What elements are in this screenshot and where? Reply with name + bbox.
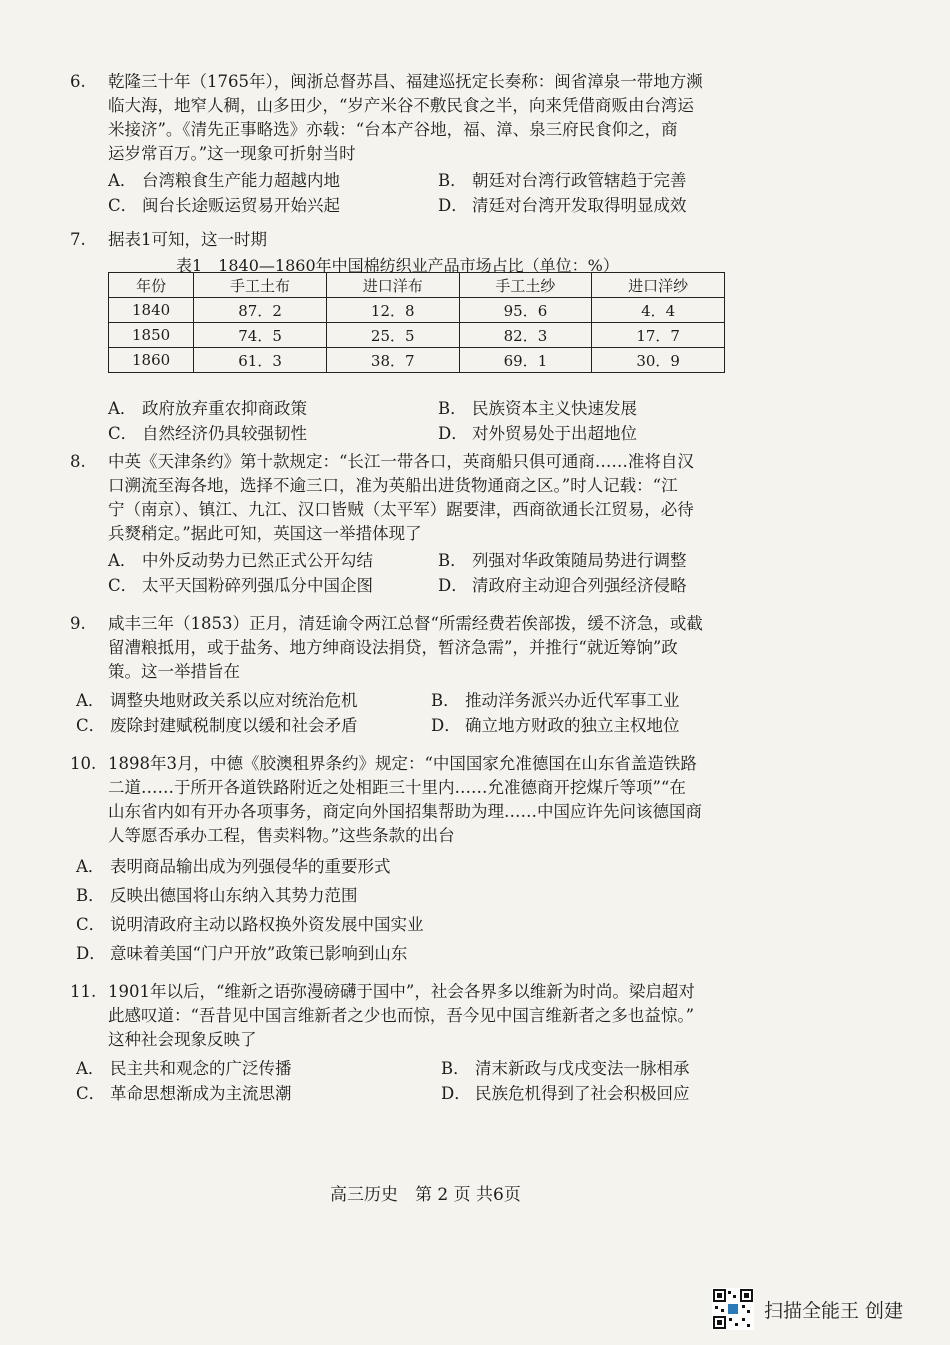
question-line: 山东省内如有开办各项事务，商定向外国招集帮助为理……中国应许先问该德国商	[108, 802, 702, 821]
data-table	[108, 272, 725, 373]
question-line: 米接济”。《清先正事略选》亦载：“台本产谷地，福、漳、泉三府民食仰之，商	[108, 120, 678, 139]
question-line: 临大海，地窄人稠，山多田少，“岁产米谷不敷民食之半，向来凭借商贩由台湾运	[108, 96, 694, 115]
table-cell: 4．4	[592, 298, 725, 323]
option-a[interactable]: A． 表明商品输出成为列强侵华的重要形式	[76, 857, 391, 876]
question-9	[70, 612, 770, 738]
table-cell: 30．9	[592, 348, 725, 373]
question-number: 8.	[70, 452, 86, 471]
question-number: 10.	[70, 754, 97, 773]
option-b[interactable]: B． 推动洋务派兴办近代军事工业	[431, 691, 680, 710]
question-6	[70, 70, 770, 218]
header-cell: 进口洋布	[326, 273, 459, 298]
table-cell: 1850	[109, 323, 194, 348]
table-cell: 1840	[109, 298, 194, 323]
option-b[interactable]: B． 反映出德国将山东纳入其势力范围	[76, 886, 358, 905]
option-d[interactable]: D． 对外贸易处于出超地位	[438, 424, 637, 443]
table-cell: 1860	[109, 348, 194, 373]
question-number: 7.	[70, 230, 86, 249]
table-cell: 69．1	[459, 348, 592, 373]
question-line: 宁（南京）、镇江、九江、汉口皆贼（太平军）踞要津，西商欲通长江贸易，必待	[108, 500, 694, 519]
option-d[interactable]: D． 意味着美国“门户开放”政策已影响到山东	[76, 944, 408, 963]
question-8	[70, 450, 770, 598]
option-d[interactable]: D． 民族危机得到了社会积极回应	[441, 1084, 690, 1103]
table-cell: 82．3	[459, 323, 592, 348]
question-line: 乾隆三十年（1765年），闽浙总督苏昌、福建巡抚定长奏称：闽省漳泉一带地方濒	[108, 72, 703, 91]
question-line: 此感叹道：“吾昔见中国言维新者之少也而惊，吾今见中国言维新者之多也益惊。”	[108, 1006, 695, 1025]
option-d[interactable]: D． 确立地方财政的独立主权地位	[431, 716, 680, 735]
question-line: 策。这一举措旨在	[108, 662, 240, 681]
table-cell: 87．2	[194, 298, 327, 323]
question-line: 1898年3月，中德《胶澳租界条约》规定：“中国国家允准德国在山东省盖造铁路	[108, 754, 697, 773]
option-a[interactable]: A． 民主共和观念的广泛传播	[76, 1059, 292, 1078]
question-line: 运岁常百万。”这一现象可折射当时	[108, 144, 356, 163]
option-b[interactable]: B． 清末新政与戊戌变法一脉相承	[441, 1059, 690, 1078]
option-a[interactable]: A． 中外反动势力已然正式公开勾结	[108, 551, 373, 570]
question-line: 留漕粮抵用，或于盐务、地方绅商设法捐贷，暂济急需”，并推行“就近筹饷”政	[108, 638, 678, 657]
question-line: 口溯流至海各地，选择不逾三口，准为英船出进货物通商之区。”时人记载：“江	[108, 476, 678, 495]
option-d[interactable]: D． 清政府主动迎合列强经济侵略	[438, 576, 687, 595]
table-row	[109, 348, 725, 373]
qr-code-icon	[712, 1288, 754, 1330]
header-cell: 进口洋纱	[592, 273, 725, 298]
scanner-label: 扫描全能王 创建	[764, 1299, 904, 1322]
page-footer: 高三历史 第 2 页 共6页	[330, 1185, 521, 1205]
option-a[interactable]: A． 台湾粮食生产能力超越内地	[108, 171, 340, 190]
header-cell: 手工土布	[194, 273, 327, 298]
question-line: 兵燹稍定。”据此可知，英国这一举措体现了	[108, 524, 422, 543]
question-line: 1901年以后，“维新之语弥漫磅礴于国中”，社会各界多以维新为时尚。梁启超对	[108, 982, 695, 1001]
option-a[interactable]: A． 政府放弃重农抑商政策	[108, 399, 307, 418]
table-row	[109, 323, 725, 348]
table-cell: 38．7	[326, 348, 459, 373]
question-number: 6.	[70, 72, 86, 91]
question-10	[70, 752, 770, 968]
table-cell: 25．5	[326, 323, 459, 348]
option-c[interactable]: C． 闽台长途贩运贸易开始兴起	[108, 196, 340, 215]
table-cell: 74．5	[194, 323, 327, 348]
question-number: 11.	[70, 982, 97, 1001]
table-caption: 表1 1840—1860年中国棉纺织业产品市场占比（单位：%）	[176, 256, 619, 275]
question-line: 咸丰三年（1853）正月，清廷谕令两江总督“所需经费若俟部拨，缓不济急，或截	[108, 614, 703, 633]
table-cell: 12．8	[326, 298, 459, 323]
scanner-watermark	[712, 1288, 903, 1330]
option-b[interactable]: B． 朝廷对台湾行政管辖趋于完善	[438, 171, 687, 190]
option-b[interactable]: B． 列强对华政策随局势进行调整	[438, 551, 687, 570]
option-a[interactable]: A． 调整央地财政关系以应对统治危机	[76, 691, 358, 710]
table-row	[109, 298, 725, 323]
question-line: 中英《天津条约》第十款规定：“长江一带各口，英商船只俱可通商……准将自汉	[108, 452, 694, 471]
table-cell: 95．6	[459, 298, 592, 323]
question-stem: 据表1可知，这一时期	[108, 230, 267, 249]
header-cell: 年份	[109, 273, 194, 298]
question-7-options	[70, 396, 770, 446]
option-c[interactable]: C． 自然经济仍具较强韧性	[108, 424, 307, 443]
option-c[interactable]: C． 废除封建赋税制度以缓和社会矛盾	[76, 716, 358, 735]
header-cell: 手工土纱	[459, 273, 592, 298]
question-11	[70, 980, 770, 1106]
option-c[interactable]: C． 革命思想渐成为主流思潮	[76, 1084, 292, 1103]
table-cell: 61．3	[194, 348, 327, 373]
question-line: 人等愿否承办工程，售卖料物。”这些条款的出台	[108, 826, 455, 845]
question-line: 二道……于所开各道铁路附近之处相距三十里内……允准德商开挖煤斤等项”“在	[108, 778, 686, 797]
option-d[interactable]: D． 清廷对台湾开发取得明显成效	[438, 196, 687, 215]
question-7	[70, 228, 770, 252]
question-line: 这种社会现象反映了	[108, 1030, 257, 1049]
question-number: 9.	[70, 614, 86, 633]
option-b[interactable]: B． 民族资本主义快速发展	[438, 399, 637, 418]
option-c[interactable]: C． 太平天国粉碎列强瓜分中国企图	[108, 576, 373, 595]
table-header-row	[109, 273, 725, 298]
table-cell: 17．7	[592, 323, 725, 348]
option-c[interactable]: C． 说明清政府主动以路权换外资发展中国实业	[76, 915, 424, 934]
